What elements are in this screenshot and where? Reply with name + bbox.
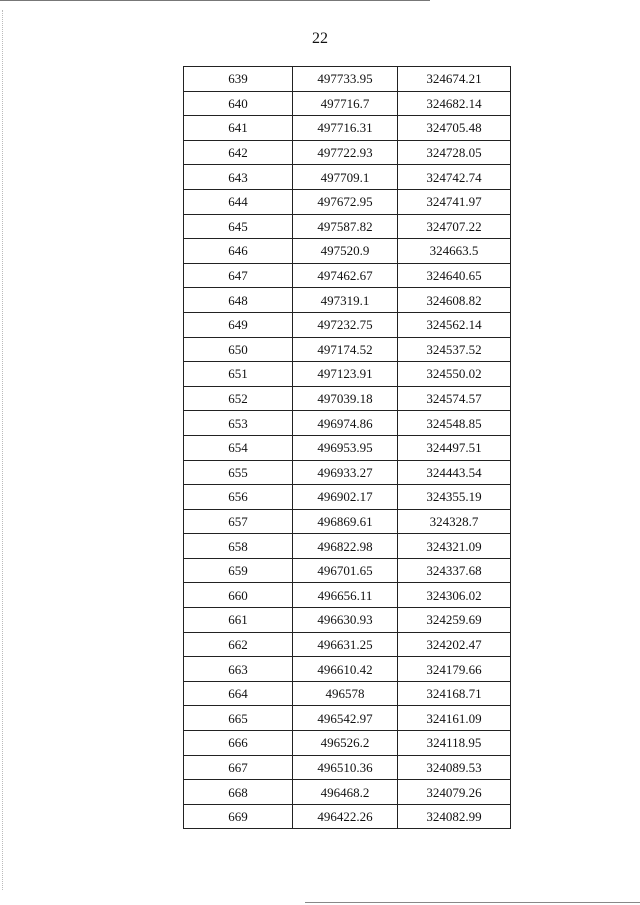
x-coordinate-cell: 496822.98: [293, 534, 398, 559]
x-coordinate-cell: 496510.36: [293, 755, 398, 780]
point-number-cell: 660: [184, 583, 293, 608]
y-coordinate-cell: 324328.7: [398, 509, 511, 534]
y-coordinate-cell: 324118.95: [398, 731, 511, 756]
point-number-cell: 642: [184, 140, 293, 165]
point-number-cell: 662: [184, 632, 293, 657]
table-row: [184, 386, 511, 411]
x-coordinate-cell: 496869.61: [293, 509, 398, 534]
x-coordinate-cell: 496578: [293, 681, 398, 706]
table-row: [184, 411, 511, 436]
y-coordinate-cell: 324321.09: [398, 534, 511, 559]
table-row: [184, 558, 511, 583]
y-coordinate-cell: 324168.71: [398, 681, 511, 706]
x-coordinate-cell: 496526.2: [293, 731, 398, 756]
point-number-cell: 666: [184, 731, 293, 756]
point-number-cell: 648: [184, 288, 293, 313]
point-number-cell: 669: [184, 804, 293, 829]
table-row: [184, 804, 511, 829]
y-coordinate-cell: 324707.22: [398, 214, 511, 239]
table-row: [184, 755, 511, 780]
point-number-cell: 641: [184, 116, 293, 141]
scan-edge-bottom: [305, 902, 640, 903]
y-coordinate-cell: 324443.54: [398, 460, 511, 485]
y-coordinate-cell: 324548.85: [398, 411, 511, 436]
table-row: [184, 67, 511, 92]
y-coordinate-cell: 324161.09: [398, 706, 511, 731]
table-row: [184, 608, 511, 633]
point-number-cell: 654: [184, 435, 293, 460]
x-coordinate-cell: 497232.75: [293, 312, 398, 337]
x-coordinate-cell: 497462.67: [293, 263, 398, 288]
point-number-cell: 646: [184, 239, 293, 264]
x-coordinate-cell: 497716.7: [293, 91, 398, 116]
y-coordinate-cell: 324202.47: [398, 632, 511, 657]
y-coordinate-cell: 324663.5: [398, 239, 511, 264]
table-row: [184, 632, 511, 657]
point-number-cell: 661: [184, 608, 293, 633]
x-coordinate-cell: 496656.11: [293, 583, 398, 608]
y-coordinate-cell: 324337.68: [398, 558, 511, 583]
y-coordinate-cell: 324728.05: [398, 140, 511, 165]
y-coordinate-cell: 324640.65: [398, 263, 511, 288]
x-coordinate-cell: 496630.93: [293, 608, 398, 633]
y-coordinate-cell: 324574.57: [398, 386, 511, 411]
table-row: [184, 91, 511, 116]
x-coordinate-cell: 496422.26: [293, 804, 398, 829]
x-coordinate-cell: 496610.42: [293, 657, 398, 682]
y-coordinate-cell: 324674.21: [398, 67, 511, 92]
table-row: [184, 288, 511, 313]
table-row: [184, 140, 511, 165]
coordinates-table-body: [184, 67, 511, 829]
table-row: [184, 583, 511, 608]
y-coordinate-cell: 324259.69: [398, 608, 511, 633]
point-number-cell: 664: [184, 681, 293, 706]
scan-edge-top: [0, 0, 430, 1]
x-coordinate-cell: 497520.9: [293, 239, 398, 264]
x-coordinate-cell: 496542.97: [293, 706, 398, 731]
point-number-cell: 657: [184, 509, 293, 534]
x-coordinate-cell: 496631.25: [293, 632, 398, 657]
table-row: [184, 362, 511, 387]
point-number-cell: 649: [184, 312, 293, 337]
y-coordinate-cell: 324741.97: [398, 189, 511, 214]
point-number-cell: 659: [184, 558, 293, 583]
point-number-cell: 640: [184, 91, 293, 116]
point-number-cell: 644: [184, 189, 293, 214]
x-coordinate-cell: 497174.52: [293, 337, 398, 362]
x-coordinate-cell: 496974.86: [293, 411, 398, 436]
x-coordinate-cell: 497587.82: [293, 214, 398, 239]
point-number-cell: 639: [184, 67, 293, 92]
point-number-cell: 647: [184, 263, 293, 288]
point-number-cell: 651: [184, 362, 293, 387]
point-number-cell: 652: [184, 386, 293, 411]
y-coordinate-cell: 324082.99: [398, 804, 511, 829]
x-coordinate-cell: 496933.27: [293, 460, 398, 485]
table-row: [184, 780, 511, 805]
x-coordinate-cell: 496902.17: [293, 485, 398, 510]
x-coordinate-cell: 497716.31: [293, 116, 398, 141]
table-row: [184, 485, 511, 510]
y-coordinate-cell: 324682.14: [398, 91, 511, 116]
point-number-cell: 650: [184, 337, 293, 362]
table-row: [184, 239, 511, 264]
table-row: [184, 116, 511, 141]
page-number: 22: [312, 30, 328, 47]
table-row: [184, 657, 511, 682]
point-number-cell: 645: [184, 214, 293, 239]
y-coordinate-cell: 324089.53: [398, 755, 511, 780]
table-row: [184, 337, 511, 362]
table-row: [184, 534, 511, 559]
point-number-cell: 656: [184, 485, 293, 510]
x-coordinate-cell: 497733.95: [293, 67, 398, 92]
y-coordinate-cell: 324079.26: [398, 780, 511, 805]
table-row: [184, 312, 511, 337]
x-coordinate-cell: 496701.65: [293, 558, 398, 583]
point-number-cell: 643: [184, 165, 293, 190]
table-row: [184, 189, 511, 214]
table-row: [184, 165, 511, 190]
point-number-cell: 663: [184, 657, 293, 682]
y-coordinate-cell: 324562.14: [398, 312, 511, 337]
y-coordinate-cell: 324742.74: [398, 165, 511, 190]
point-number-cell: 668: [184, 780, 293, 805]
x-coordinate-cell: 497722.93: [293, 140, 398, 165]
point-number-cell: 665: [184, 706, 293, 731]
x-coordinate-cell: 497709.1: [293, 165, 398, 190]
y-coordinate-cell: 324306.02: [398, 583, 511, 608]
table-row: [184, 263, 511, 288]
y-coordinate-cell: 324179.66: [398, 657, 511, 682]
x-coordinate-cell: 497319.1: [293, 288, 398, 313]
point-number-cell: 653: [184, 411, 293, 436]
point-number-cell: 658: [184, 534, 293, 559]
table-row: [184, 731, 511, 756]
x-coordinate-cell: 497672.95: [293, 189, 398, 214]
y-coordinate-cell: 324550.02: [398, 362, 511, 387]
y-coordinate-cell: 324497.51: [398, 435, 511, 460]
table-row: [184, 435, 511, 460]
point-number-cell: 667: [184, 755, 293, 780]
table-row: [184, 681, 511, 706]
y-coordinate-cell: 324705.48: [398, 116, 511, 141]
table-row: [184, 460, 511, 485]
x-coordinate-cell: 497039.18: [293, 386, 398, 411]
coordinates-table: [183, 66, 511, 829]
y-coordinate-cell: 324537.52: [398, 337, 511, 362]
table-row: [184, 706, 511, 731]
x-coordinate-cell: 496468.2: [293, 780, 398, 805]
scan-edge-left: [2, 10, 3, 890]
y-coordinate-cell: 324608.82: [398, 288, 511, 313]
x-coordinate-cell: 496953.95: [293, 435, 398, 460]
x-coordinate-cell: 497123.91: [293, 362, 398, 387]
point-number-cell: 655: [184, 460, 293, 485]
y-coordinate-cell: 324355.19: [398, 485, 511, 510]
table-row: [184, 214, 511, 239]
table-row: [184, 509, 511, 534]
